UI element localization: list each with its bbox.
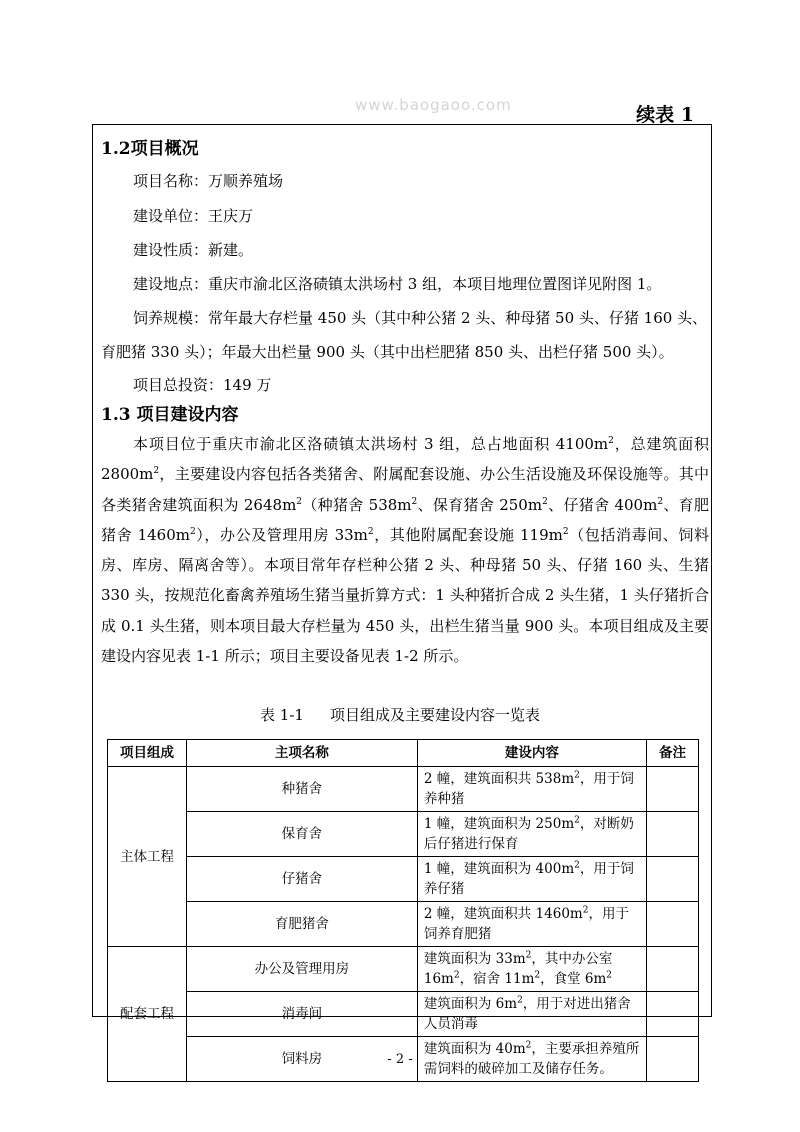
- page-number: - 2 -: [387, 1052, 413, 1067]
- builder-line: 建设单位：王庆万: [133, 207, 254, 225]
- investment-line: 项目总投资：149 万: [133, 376, 272, 394]
- item-remark: [646, 947, 698, 992]
- item-content: 2 幢，建筑面积共 $538m^2$，用于饲养种猪: [417, 767, 646, 812]
- header-composition: 项目组成: [108, 740, 187, 767]
- table-row: [108, 812, 699, 857]
- group-support-works: 配套工程: [108, 947, 187, 1082]
- section-heading-1-3: 1.3 项目建设内容: [101, 405, 239, 425]
- item-remark: [646, 767, 698, 812]
- table-row: [108, 947, 699, 992]
- table-row: [108, 902, 699, 947]
- scale-line-1: 饲养规模：常年最大存栏量 450 头（其中种公猪 2 头、种母猪 50 头、仔猪 160 头、: [133, 309, 708, 327]
- header-remark: 备注: [646, 740, 698, 767]
- item-name: 仔猪舍: [186, 857, 417, 902]
- item-remark: [646, 902, 698, 947]
- item-name: 饲料房: [186, 1037, 417, 1082]
- project-composition-table: [107, 739, 699, 1082]
- item-name: 育肥猪舍: [186, 902, 417, 947]
- item-name: 种猪舍: [186, 767, 417, 812]
- table-row: [108, 992, 699, 1037]
- continued-label: 续表 1: [636, 104, 694, 126]
- group-main-works: 主体工程: [108, 767, 187, 947]
- item-content: 2 幢，建筑面积共 $1460m^2$，用于饲养育肥猪: [417, 902, 646, 947]
- item-content: 1 幢，建筑面积为 $250m^2$，对断奶后仔猪进行保育: [417, 812, 646, 857]
- item-content: 建筑面积为 $6m^2$，用于对进出猪舍人员消毒: [417, 992, 646, 1037]
- table-row: [108, 767, 699, 812]
- construction-paragraph: 本项目位于重庆市渝北区洛碛镇太洪场村 3 组，总占地面积 $4100m^2$，总建筑面积 $2800m^2$，主要建设内容包括各类猪舍、附属配套设施、办公生活设施及环保设施等。其中各类猪舍建筑面积为 $2648m^2$（种猪舍 $538m^2$、保育猪舍 $250m^2$、仔猪舍 $400m^2$、育肥猪舍 $1460m^2$），办公及管理用房 $33m^2$，其他附属配套设施 $119m^2$（包括消毒间、饲料房、库房、隔离舍等）。本项目常年存栏种公猪 2 头、种母猪 50 头、仔猪 160 头、生猪 330 头，按规范化畜禽养殖场生猪当量折算方式：1 头种猪折合成 2 头生猪，1 头仔猪折合成 0.1 头生猪，则本项目最大存栏量为 450 头，出栏生猪当量 900 头。本项目组成及主要建设内容见表 1-1 所示；项目主要设备见表 1-2 所示。: [101, 435, 709, 666]
- nature-line: 建设性质：新建。: [133, 241, 254, 259]
- location-line: 建设地点：重庆市渝北区洛碛镇太洪场村 3 组，本项目地理位置图详见附图 1。: [133, 275, 662, 293]
- item-content: 建筑面积为 $40m^2$，主要承担养殖所需饲料的破碎加工及储存任务。: [417, 1037, 646, 1082]
- item-remark: [646, 857, 698, 902]
- section-heading-1-2: 1.2项目概况: [101, 139, 199, 159]
- project-name-line: 项目名称：万顺养殖场: [133, 172, 284, 190]
- header-item-name: 主项名称: [186, 740, 417, 767]
- table-header-row: [108, 740, 699, 767]
- item-content: 1 幢，建筑面积为 $400m^2$，用于饲养仔猪: [417, 857, 646, 902]
- table-caption: 表 1-1 项目组成及主要建设内容一览表: [260, 706, 540, 724]
- table-row: [108, 857, 699, 902]
- item-remark: [646, 812, 698, 857]
- item-remark: [646, 992, 698, 1037]
- scale-line-2: 育肥猪 330 头）；年最大出栏量 900 头（其中出栏肥猪 850 头、出栏仔猪 500 头）。: [101, 343, 674, 361]
- item-name: 办公及管理用房: [186, 947, 417, 992]
- item-name: 消毒间: [186, 992, 417, 1037]
- item-content: 建筑面积为 $33m^2$，其中办公室 $16m^2$，宿舍 $11m^2$，食堂 $6m^2$: [417, 947, 646, 992]
- header-content: 建设内容: [417, 740, 646, 767]
- item-name: 保育舍: [186, 812, 417, 857]
- watermark: www.baogaoo.com: [355, 96, 512, 114]
